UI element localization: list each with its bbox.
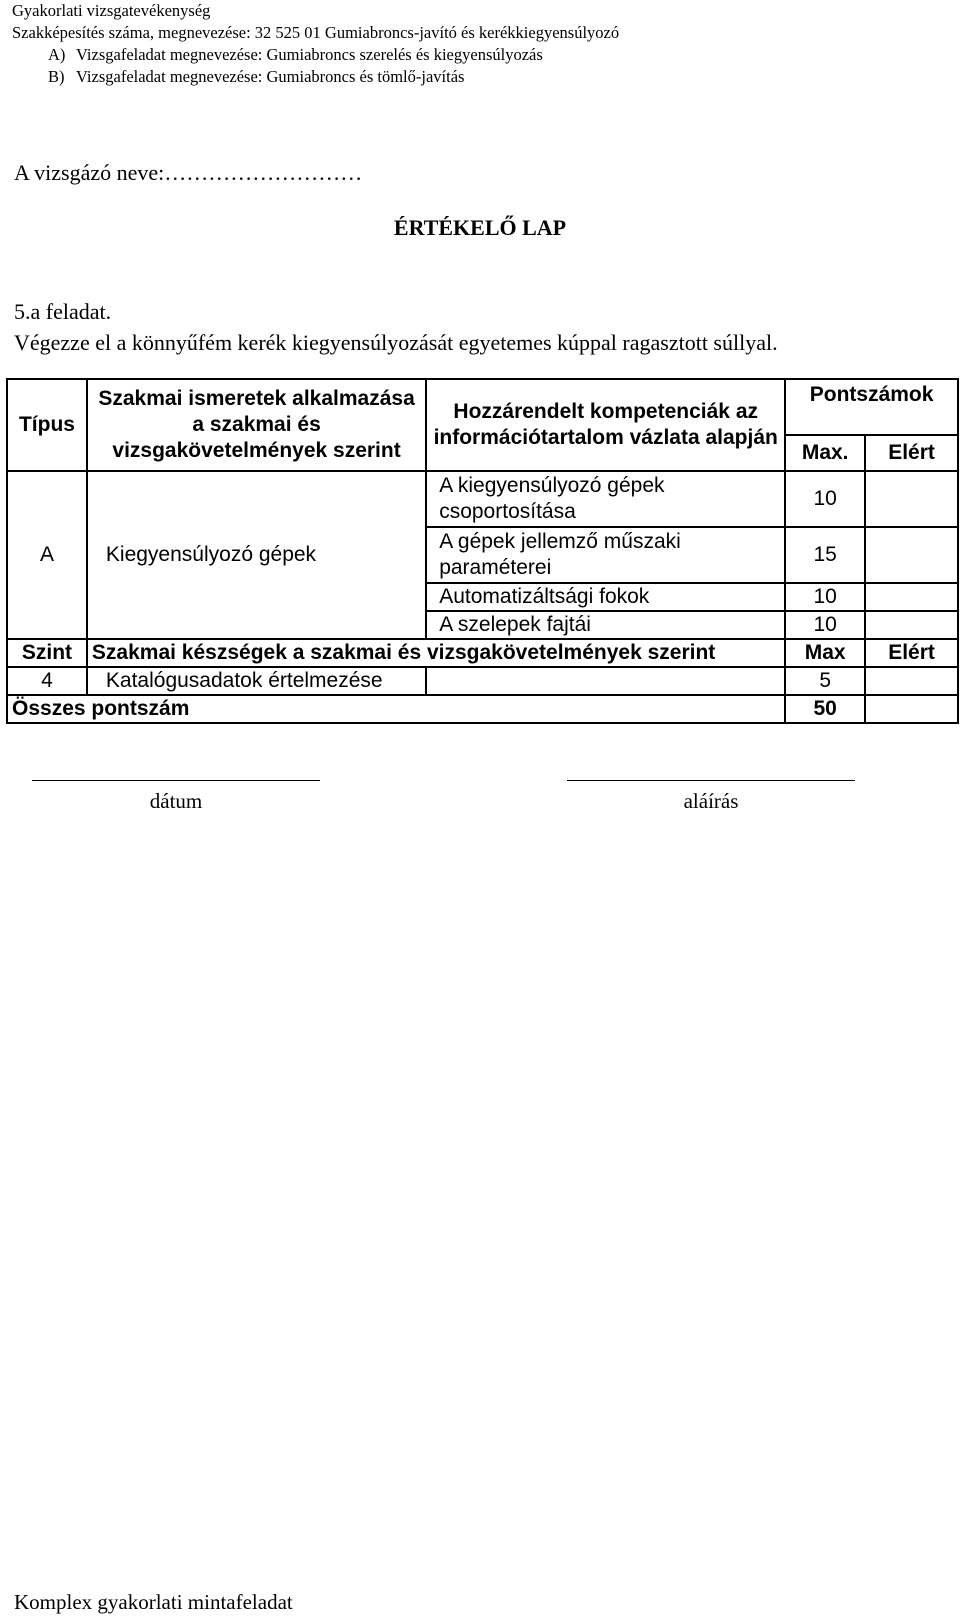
page-title: ÉRTÉKELŐ LAP [393,215,567,240]
skills-achieved[interactable] [865,667,958,695]
skills-header-szint: Szint [7,639,87,667]
competency-max-1: 10 [785,471,865,527]
header-tipus: Típus [7,379,87,471]
skills-header-max: Max [785,639,865,667]
skills-max: 5 [785,667,865,695]
document-header [12,0,619,88]
competency-row-3: Automatizáltsági fokok [426,583,785,611]
competency-row-2: A gépek jellemző műszaki paraméterei [426,527,785,583]
header-pontszamok: Pontszámok [785,379,958,435]
header-hozzarendelt: Hozzárendelt kompetenciák az információtartalom vázlata alapján [426,379,785,471]
skills-empty-cell [426,667,785,695]
evaluation-table [6,378,959,724]
competency-max-4: 10 [785,611,865,639]
signature-block [567,780,855,814]
task-block [14,296,778,358]
skills-header-label: Szakmai készségek a szakmai és vizsgakövetelmények szerint [87,639,785,667]
task-number: 5.a feladat. [14,299,112,324]
group-topic: Kiegyensúlyozó gépek [87,471,426,639]
skills-level: 4 [7,667,87,695]
header-szakmai-ismeretek: Szakmai ismeretek alkalmazása a szakmai és vizsgakövetelmények szerint [87,379,426,471]
header-task-b: B) Vizsgafeladat megnevezése: Gumiabroncs és tömlő-javítás [48,67,465,86]
competency-achieved-4[interactable] [865,611,958,639]
header-line-2: Szakképesítés száma, megnevezése: 32 525 01 Gumiabroncs-javító és kerékkiegyensúlyozó [12,23,620,42]
signature-line [567,780,855,789]
date-label: dátum [149,789,203,813]
competency-row-4: A szelepek fajtái [426,611,785,639]
candidate-name-line: A vizsgázó neve:……………………… [14,160,363,185]
competency-max-3: 10 [785,583,865,611]
skills-label: Katalógusadatok értelmezése [87,667,426,695]
competency-row-1: A kiegyensúlyozó gépek csoportosítása [426,471,785,527]
skills-header-elert: Elért [865,639,958,667]
total-label: Összes pontszám [7,695,785,723]
group-type: A [7,471,87,639]
header-task-a: A) Vizsgafeladat megnevezése: Gumiabroncs szerelés és kiegyensúlyozás [48,45,543,64]
header-max: Max. [785,435,865,471]
total-max: 50 [785,695,865,723]
signature-label: aláírás [683,789,739,813]
task-description: Végezze el a könnyűfém kerék kiegyensúlyozását egyetemes kúppal ragasztott súllyal. [14,330,778,355]
header-elert: Elért [865,435,958,471]
competency-achieved-3[interactable] [865,583,958,611]
date-line [32,780,320,789]
competency-achieved-2[interactable] [865,527,958,583]
competency-max-2: 15 [785,527,865,583]
date-signature-block [32,780,320,814]
header-line-1: Gyakorlati vizsgatevékenység [12,1,211,20]
total-achieved[interactable] [865,695,958,723]
competency-achieved-1[interactable] [865,471,958,527]
page-footer: Komplex gyakorlati mintafeladat [14,1590,293,1614]
